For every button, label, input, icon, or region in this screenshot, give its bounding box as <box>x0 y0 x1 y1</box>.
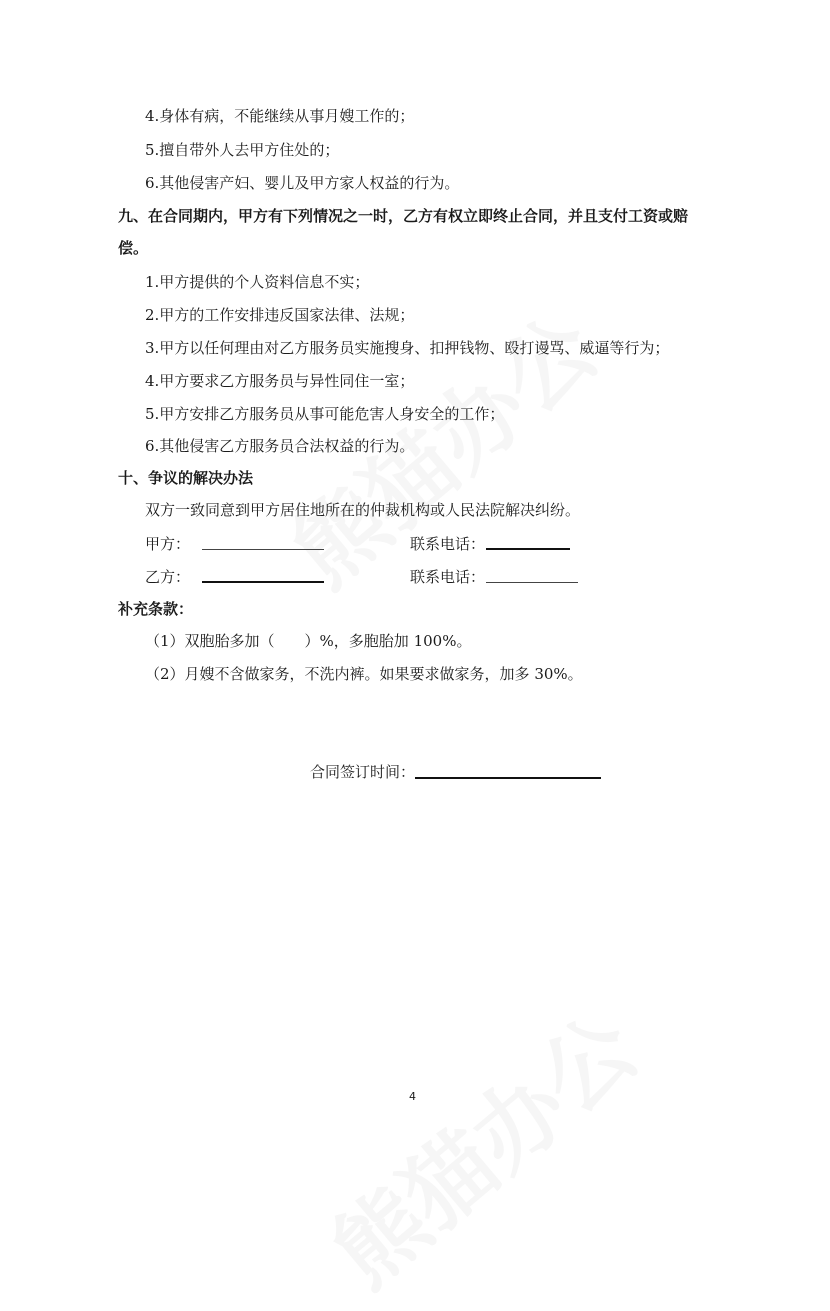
party-b-blank <box>202 581 324 583</box>
section-heading: 十、争议的解决办法 <box>118 469 254 487</box>
section-body: 双方一致同意到甲方居住地所在的仲裁机构或人民法院解决纠纷。 <box>145 501 581 519</box>
watermark <box>300 980 659 1311</box>
list-item: 4.甲方要求乙方服务员与异性同住一室； <box>145 372 415 390</box>
supplement-item: （1）双胞胎多加（ ）%，多胞胎加 100%。 <box>145 632 472 650</box>
list-item: 5.擅自带外人去甲方住处的； <box>145 141 340 159</box>
page-number: 4 <box>409 1090 416 1103</box>
list-item: 2.甲方的工作安排违反国家法律、法规； <box>145 306 415 324</box>
party-a-blank <box>202 549 324 550</box>
section-heading: 九、在合同期内，甲方有下列情况之一时，乙方有权立即终止合同，并且支付工资或赔 <box>118 207 689 225</box>
phone-label: 联系电话： <box>410 568 486 586</box>
signing-time-label: 合同签订时间： <box>310 763 416 781</box>
list-item: 4.身体有病，不能继续从事月嫂工作的； <box>145 107 415 125</box>
phone-label: 联系电话： <box>410 535 486 553</box>
phone-blank <box>486 548 570 550</box>
section-heading-continued: 偿。 <box>118 239 149 257</box>
list-item: 6.其他侵害乙方服务员合法权益的行为。 <box>145 437 415 455</box>
supplement-item: （2）月嫂不含做家务，不洗内裤。如果要求做家务，加多 30%。 <box>145 665 583 683</box>
list-item: 3.甲方以任何理由对乙方服务员实施搜身、扣押钱物、殴打谩骂、威逼等行为； <box>145 339 670 357</box>
supplement-heading: 补充条款： <box>118 600 194 618</box>
party-a-label: 甲方： <box>145 535 191 553</box>
list-item: 5.甲方安排乙方服务员从事可能危害人身安全的工作； <box>145 405 505 423</box>
signing-time-blank <box>415 777 601 779</box>
list-item: 1.甲方提供的个人资料信息不实； <box>145 273 370 291</box>
phone-blank <box>486 582 578 583</box>
list-item: 6.其他侵害产妇、婴儿及甲方家人权益的行为。 <box>145 174 460 192</box>
party-b-label: 乙方： <box>145 568 191 586</box>
